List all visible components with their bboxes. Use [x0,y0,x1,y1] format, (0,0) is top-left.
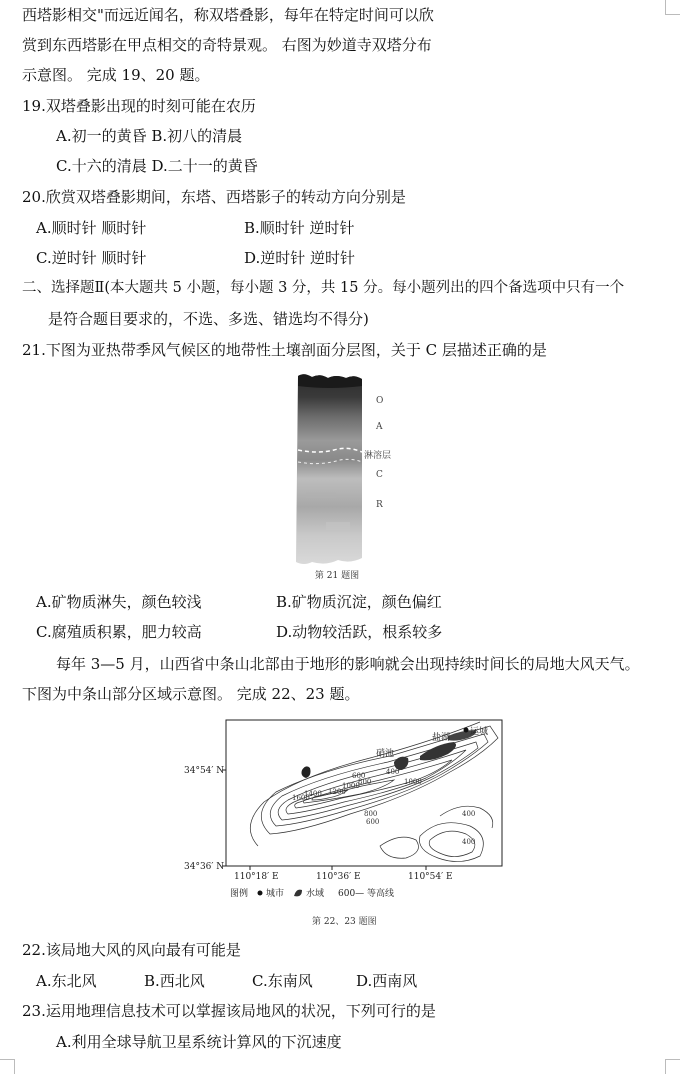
contour-label: 800 [358,778,372,786]
q21-option-d: D.动物较活跃，根系较多 [276,623,443,641]
intro-line-2: 赏到东西塔影在甲点相交的奇特景观。 右图为妙道寺双塔分布 [22,36,432,54]
city-dot-yuncheng [464,728,469,733]
legend-water-icon [294,890,302,897]
q23-option-a: A.利用全球导航卫星系统计算风的下沉速度 [56,1033,342,1051]
q20-option-c: C.逆时针 顺时针 [36,249,147,267]
q21-option-c: C.腐殖质积累，肥力较高 [36,623,202,641]
zhongtiao-map [180,716,510,928]
q23-stem: 23.运用地理信息技术可以掌握该局地风的状况，下列可行的是 [22,1002,436,1020]
q22-option-a: A.东北风 [36,972,97,990]
q20-stem: 20.欣赏双塔叠影期间，东塔、西塔影子的转动方向分别是 [22,188,406,206]
soil-label-r: R [376,500,383,510]
soil-label-a: A [376,422,383,432]
lon-label-1: 110°18′ E [234,872,279,882]
zhongtiao-map-figure [180,716,510,928]
contour-label: 1600 [292,794,310,802]
soil-profile-image [290,372,400,568]
q21-option-b: B.矿物质沉淀，颜色偏红 [276,593,442,611]
q20-option-b: B.顺时针 逆时针 [244,219,355,237]
contour-label: 600 [366,818,380,826]
contour-label: 1000 [404,778,422,786]
q21-option-a: A.矿物质淋失，颜色较浅 [36,593,202,611]
corner-mark-bottom-left [0,1059,15,1074]
legend-title: 图例 [230,889,249,899]
lon-label-2: 110°36′ E [316,872,361,882]
section2-line-2: 是符合题目要求的，不选、多选、错选均不得分) [48,310,369,328]
soil-profile-figure [290,372,400,582]
q20-option-d: D.逆时针 逆时针 [244,249,356,267]
q20-option-a: A.顺时针 顺时针 [36,219,147,237]
contour-label: 400 [462,838,476,846]
corner-mark-top-right [665,0,680,15]
legend-city: 城市 [266,889,285,899]
soil-column [296,374,362,564]
place-xiaochi: 硝池 [376,749,395,759]
vegetation-top [298,374,362,388]
q22-option-c: C.东南风 [252,972,313,990]
section2-line-1: 二、选择题Ⅱ(本大题共 5 小题，每小题 3 分，共 15 分。每小题列出的四个备选项中只有一个 [22,280,625,296]
contour-label: 1400 [304,790,322,798]
contour-label: 400 [386,768,400,776]
q22-stem: 22.该局地大风的风向最有可能是 [22,941,241,959]
corner-mark-bottom-right [665,1059,680,1074]
lon-label-3: 110°54′ E [408,872,453,882]
q19-options-cd: C.十六的清晨 D.二十一的黄昏 [56,157,258,175]
q19-options-ab: A.初一的黄昏 B.初八的清晨 [56,127,243,145]
lat-label-top: 34°54′ N [184,766,225,776]
q19-stem: 19.双塔叠影出现的时刻可能在农历 [22,97,256,115]
legend-water: 水域 [306,889,325,899]
map-caption: 第 22、23 题图 [312,917,377,927]
intro-line-1: 西塔影相交"而远近闻名，称双塔叠影，每年在特定时间可以欣 [22,6,434,24]
place-yanhu: 盐湖 [432,733,451,743]
contour-label: 1200 [328,788,346,796]
legend-city-icon [258,891,263,896]
lat-label-bottom: 34°36′ N [184,862,225,872]
soil-label-c: C [376,470,383,480]
place-yuncheng: 运城 [470,727,489,737]
passage2-line-2: 下图为中条山部分区域示意图。 完成 22、23 题。 [22,685,360,703]
contour-label: 1000 [342,782,360,790]
q22-option-d: D.西南风 [356,972,418,990]
soil-label-o: O [376,396,384,406]
soil-figure-caption: 第 21 题图 [314,571,360,581]
contour-label: 600 [352,772,366,780]
q22-option-b: B.西北风 [144,972,205,990]
legend-contour: 600— 等高线 [338,889,395,899]
soil-label-leaching: 淋溶层 [364,451,392,461]
contour-label: 800 [364,810,378,818]
contour-label: 400 [462,810,476,818]
q21-stem: 21.下图为亚热带季风气候区的地带性土壤剖面分层图，关于 C 层描述正确的是 [22,341,547,359]
intro-line-3: 示意图。 完成 19、20 题。 [22,66,210,84]
passage2-line-1: 每年 3—5 月，山西省中条山北部由于地形的影响就会出现持续时间长的局地大风天气。 [56,655,640,673]
